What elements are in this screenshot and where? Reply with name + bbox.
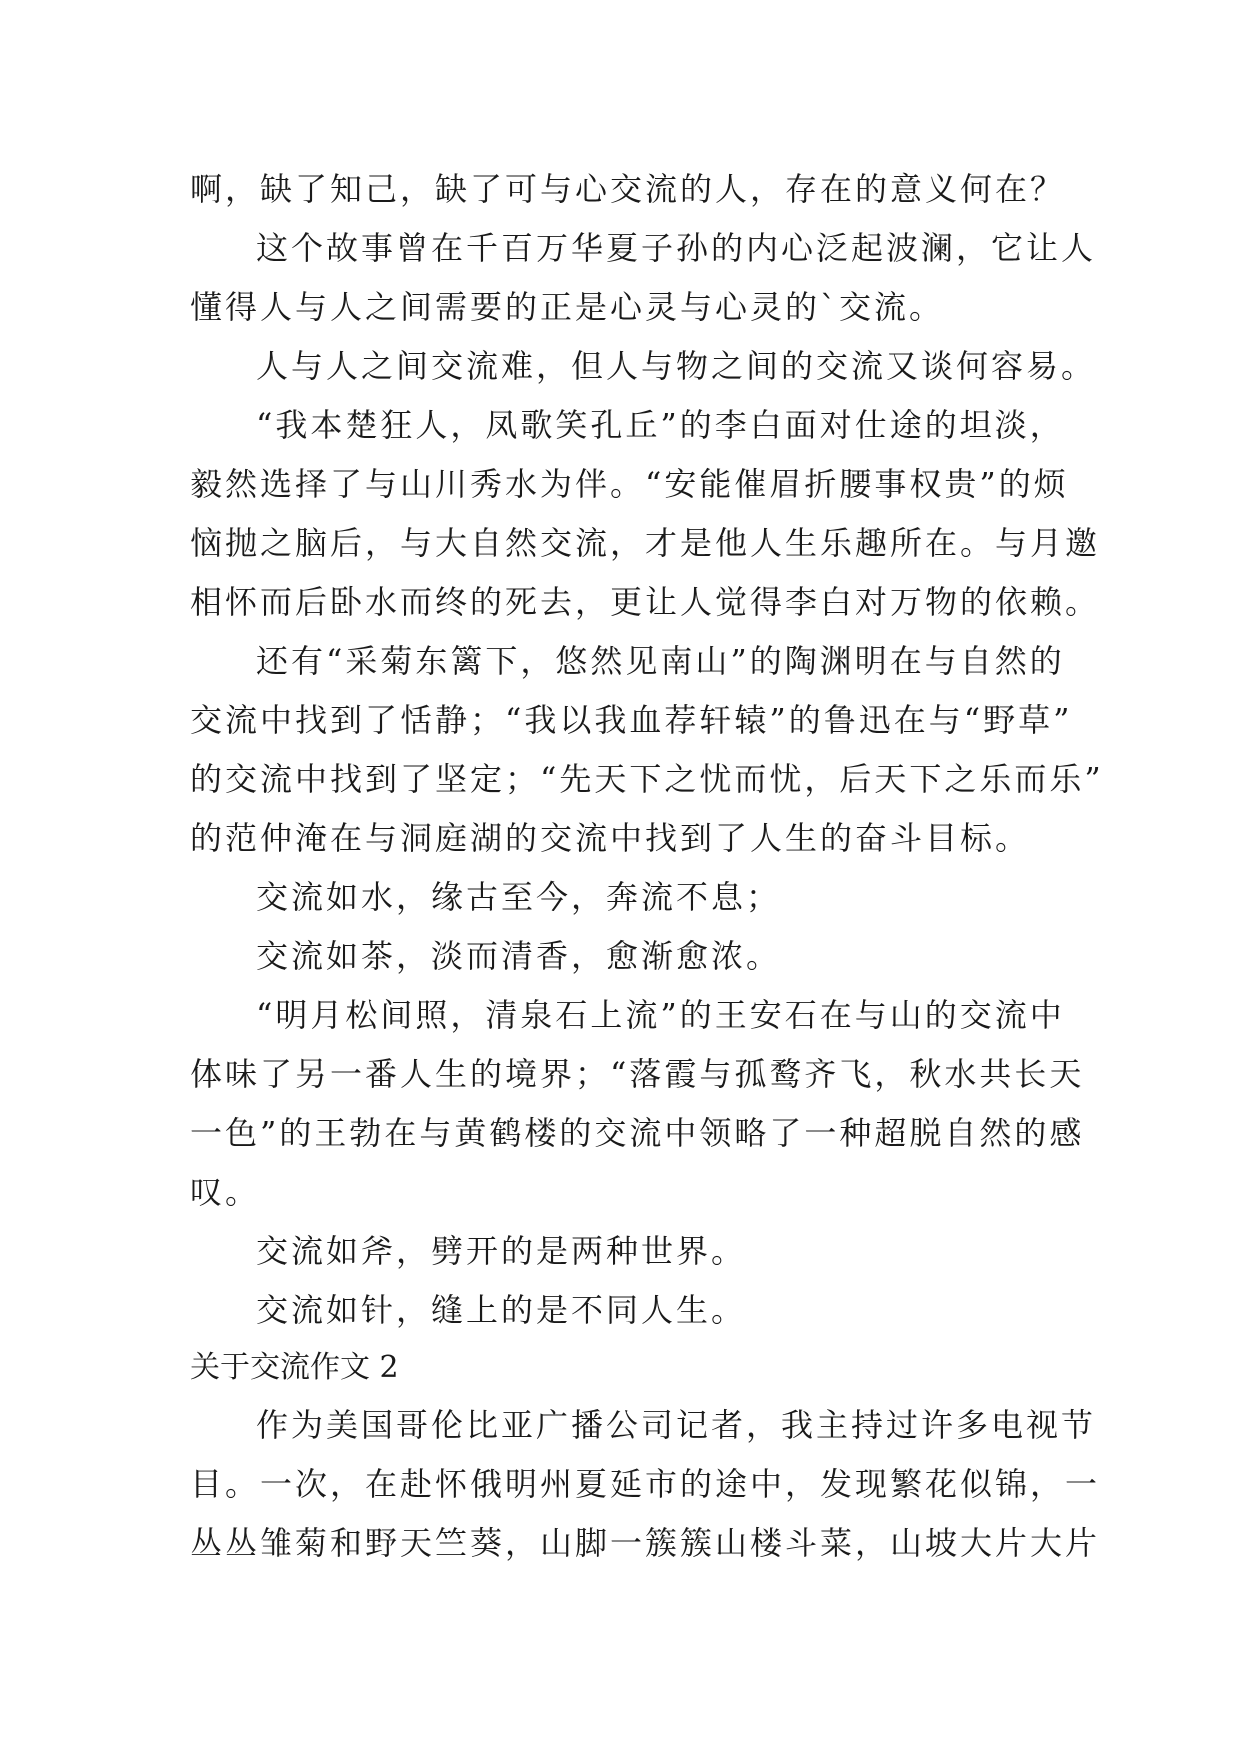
text-line: 还有“采菊东篱下，悠然见南山”的陶渊明在与自然的 — [256, 642, 1065, 680]
text-line: 体味了另一番人生的境界；“落霞与孤鹜齐飞，秋水共长天 — [190, 1055, 1085, 1093]
text-line: 一色”的王勃在与黄鹤楼的交流中领略了一种超脱自然的感 — [190, 1114, 1085, 1152]
text-line: 交流如斧，劈开的是两种世界。 — [256, 1232, 747, 1270]
text-line: 相怀而后卧水而终的死去，更让人觉得李白对万物的依赖。 — [190, 583, 1101, 621]
text-line: 毅然选择了与山川秀水为伴。“安能催眉折腰事权贵”的烦 — [190, 465, 1069, 503]
text-line: 恼抛之脑后，与大自然交流，才是他人生乐趣所在。与月邀 — [190, 524, 1101, 562]
text-line: “我本楚狂人，凤歌笑孔丘”的李白面对仕途的坦淡， — [256, 406, 1065, 444]
text-line: 的交流中找到了坚定；“先天下之忧而忧，后天下之乐而乐” — [190, 760, 1104, 798]
section-heading: 关于交流作文 2 — [190, 1350, 399, 1385]
text-line: 交流如水，缘古至今，奔流不息； — [256, 878, 782, 916]
text-line: 这个故事曾在千百万华夏子孙的内心泛起波澜，它让人 — [256, 229, 1097, 267]
text-line: 交流中找到了恬静；“我以我血荐轩辕”的鲁迅在与“野草” — [190, 701, 1073, 739]
text-line: 丛丛雏菊和野天竺葵，山脚一簇簇山楼斗菜，山坡大片大片 — [190, 1524, 1101, 1562]
text-line: 懂得人与人之间需要的正是心灵与心灵的`交流。 — [190, 288, 945, 326]
text-line: 叹。 — [190, 1173, 261, 1211]
text-line: 目。一次，在赴怀俄明州夏延市的途中，发现繁花似锦，一 — [190, 1465, 1101, 1503]
text-line: 人与人之间交流难，但人与物之间的交流又谈何容易。 — [256, 347, 1097, 385]
text-line: 啊，缺了知己，缺了可与心交流的人，存在的意义何在？ — [190, 170, 1066, 208]
text-line: “明月松间照，清泉石上流”的王安石在与山的交流中 — [256, 996, 1065, 1034]
text-line: 的范仲淹在与洞庭湖的交流中找到了人生的奋斗目标。 — [190, 819, 1031, 857]
text-line: 交流如茶，淡而清香，愈渐愈浓。 — [256, 937, 782, 975]
document-body — [190, 160, 1104, 1573]
text-line: 交流如针，缝上的是不同人生。 — [256, 1291, 747, 1329]
text-line: 作为美国哥伦比亚广播公司记者，我主持过许多电视节 — [256, 1406, 1097, 1444]
